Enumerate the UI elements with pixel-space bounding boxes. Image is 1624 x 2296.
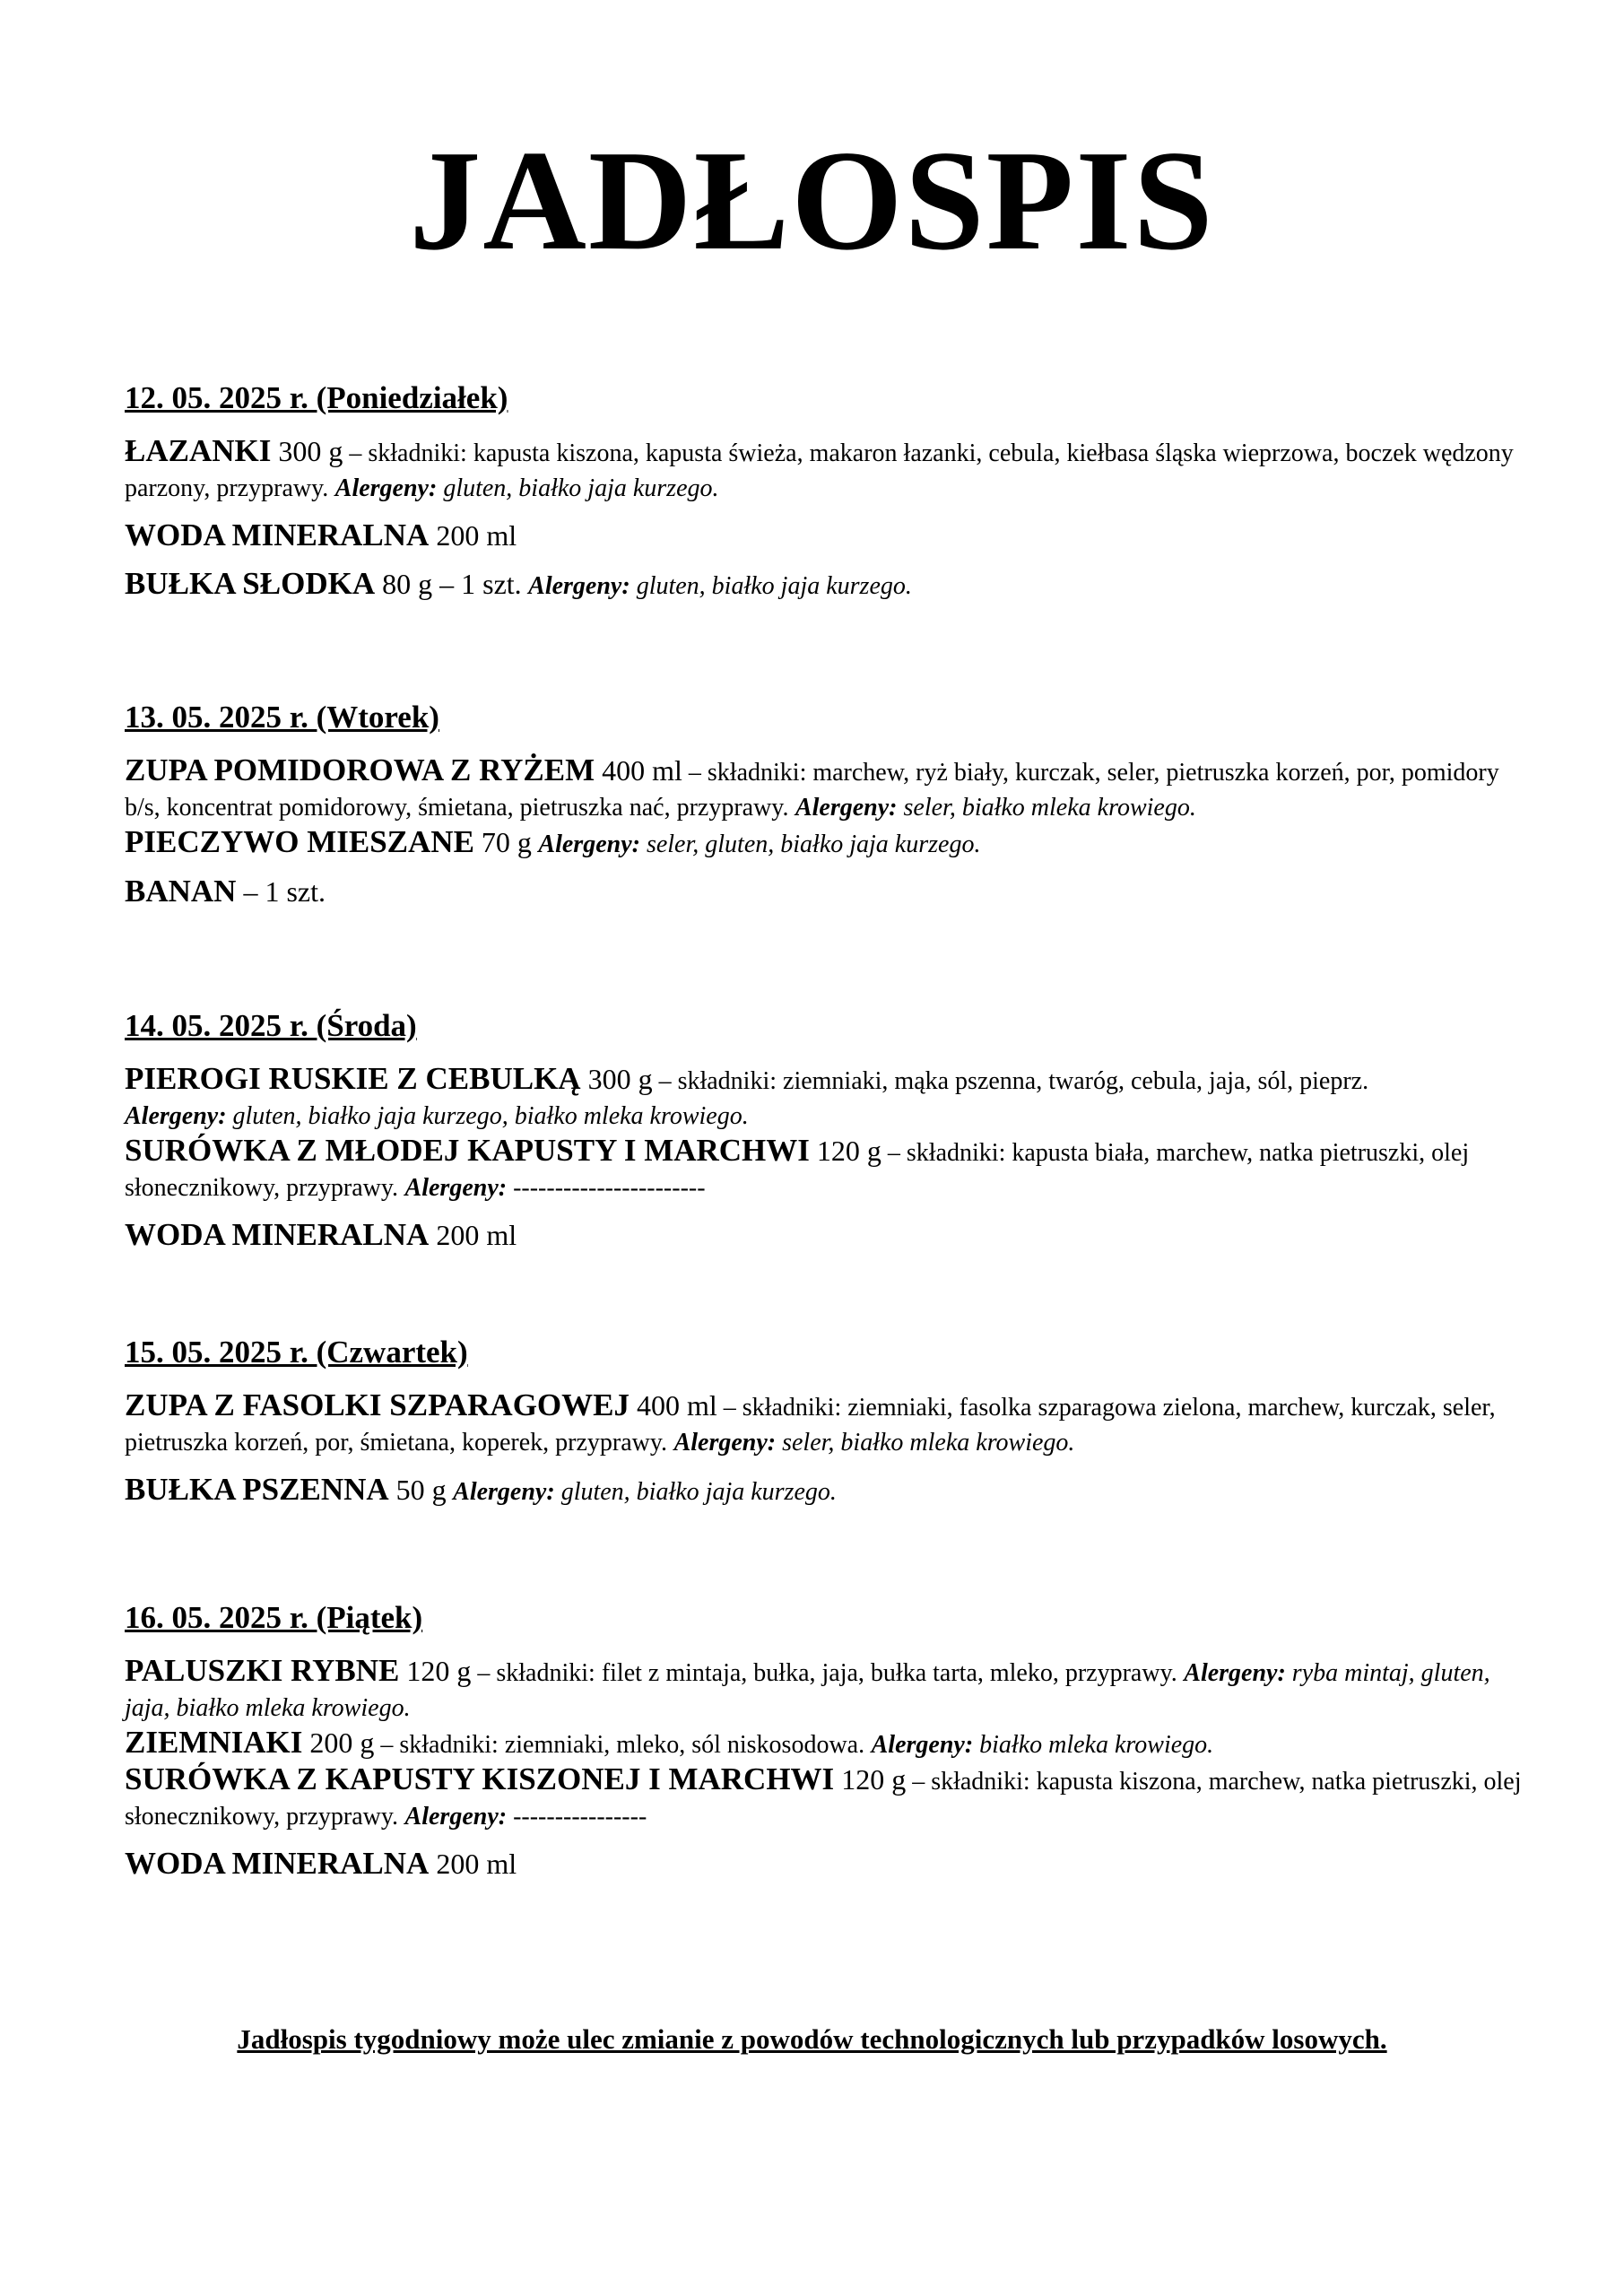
- allergen-label: Alergeny:: [334, 474, 438, 502]
- allergen-list: gluten, białko jaja kurzego, białko mleka krowiego.: [226, 1102, 749, 1130]
- menu-item: [125, 1388, 1524, 1460]
- dish-quantity: 200 ml: [429, 1219, 517, 1251]
- dish-quantity: 200 ml: [429, 519, 517, 552]
- menu-item: [125, 1762, 1524, 1834]
- dish-quantity: 300 g: [271, 435, 343, 467]
- day-heading: 15. 05. 2025 r. (Czwartek): [125, 1335, 468, 1370]
- menu-item: [125, 753, 1524, 825]
- allergen-list: seler, gluten, białko jaja kurzego.: [639, 831, 981, 858]
- dish-quantity: 200 ml: [429, 1848, 517, 1880]
- dish-name: ZUPA Z FASOLKI SZPARAGOWEJ: [125, 1387, 630, 1422]
- dish-quantity: 120 g: [809, 1135, 881, 1167]
- allergen-list: białko mleka krowiego.: [973, 1731, 1214, 1759]
- allergen-label: Alergeny:: [404, 1174, 508, 1202]
- day-section: [125, 380, 1524, 604]
- dish-name: PIECZYWO MIESZANE: [125, 824, 474, 859]
- dish-ingredients: – składniki: kapusta kiszona, kapusta świeża, makaron łazanki, cebula, kiełbasa śląska wieprzowa, boczek wędzony parzony, przyprawy.: [125, 439, 1514, 502]
- allergen-label: Alergeny:: [1184, 1659, 1286, 1687]
- allergen-list: seler, białko mleka krowiego.: [776, 1429, 1075, 1457]
- allergen-list: gluten, białko jaja kurzego.: [554, 1478, 837, 1506]
- allergen-list: -----------------------: [507, 1174, 706, 1202]
- allergen-list: ryba mintaj, gluten, jaja, białko mleka krowiego.: [125, 1659, 1490, 1722]
- allergen-label: Alergeny:: [673, 1429, 777, 1457]
- dish-name: SURÓWKA Z MŁODEJ KAPUSTY I MARCHWI: [125, 1133, 810, 1168]
- allergen-label: Alergeny:: [795, 794, 898, 822]
- dish-name: ZIEMNIAKI: [125, 1725, 303, 1760]
- menu-item: [125, 1062, 1524, 1134]
- dish-name: ZUPA POMIDOROWA Z RYŻEM: [125, 752, 595, 787]
- dish-name: WODA MINERALNA: [125, 1846, 430, 1881]
- dish-quantity: 120 g: [399, 1655, 472, 1687]
- dish-quantity: 70 g: [473, 826, 532, 858]
- menu-item: [125, 1218, 1524, 1254]
- dish-ingredients: – składniki: filet z mintaja, bułka, jaja, bułka tarta, mleko, przyprawy.: [471, 1659, 1177, 1687]
- day-section: [125, 700, 1524, 910]
- day-section: [125, 1008, 1524, 1254]
- dish-ingredients: – składniki: ziemniaki, mleko, sól niskosodowa.: [374, 1731, 865, 1759]
- allergen-list: ----------------: [507, 1803, 647, 1831]
- dish-name: SURÓWKA Z KAPUSTY KISZONEJ I MARCHWI: [125, 1761, 835, 1796]
- allergen-list: seler, białko mleka krowiego.: [897, 794, 1196, 822]
- dish-quantity: 300 g: [580, 1063, 653, 1095]
- dish-name: BANAN: [125, 874, 237, 909]
- menu-item: [125, 567, 1524, 604]
- dish-quantity: 50 g: [388, 1474, 447, 1506]
- dish-ingredients: – składniki: kapusta biała, marchew, natka pietruszki, olej słonecznikowy, przyprawy.: [125, 1139, 1470, 1202]
- dish-name: WODA MINERALNA: [125, 517, 430, 552]
- day-heading: 16. 05. 2025 r. (Piątek): [125, 1600, 423, 1635]
- dish-name: BUŁKA PSZENNA: [125, 1472, 389, 1507]
- dish-name: PIEROGI RUSKIE Z CEBULKĄ: [125, 1061, 581, 1096]
- dish-quantity: 400 ml: [595, 754, 682, 787]
- day-heading: 14. 05. 2025 r. (Środa): [125, 1008, 417, 1043]
- menu-item: [125, 434, 1524, 506]
- dish-name: ŁAZANKI: [125, 433, 272, 468]
- dish-ingredients: – składniki: ziemniaki, fasolka szparagowa zielona, marchew, kurczak, seler, pietruszka korzeń, por, śmietana, koperek, przyprawy.: [125, 1394, 1496, 1457]
- dish-quantity: 80 g – 1 szt.: [375, 568, 522, 600]
- dish-quantity: 400 ml: [630, 1389, 717, 1422]
- menu-item: [125, 1134, 1524, 1205]
- menu-item: [125, 874, 1524, 910]
- allergen-label: Alergeny:: [538, 831, 640, 858]
- allergen-label: Alergeny:: [871, 1731, 974, 1759]
- menu-item: [125, 1654, 1524, 1726]
- dish-ingredients: – składniki: ziemniaki, mąka pszenna, twaróg, cebula, jaja, sól, pieprz.: [652, 1067, 1369, 1095]
- dish-quantity: 200 g: [302, 1726, 375, 1759]
- page-title: JADŁOSPIS: [409, 120, 1215, 280]
- menu-item: [125, 1473, 1524, 1509]
- allergen-list: gluten, białko jaja kurzego.: [437, 474, 719, 502]
- menu-item: [125, 1726, 1524, 1762]
- dish-quantity: 120 g: [834, 1763, 907, 1796]
- dish-quantity: – 1 szt.: [236, 875, 326, 908]
- dish-ingredients: – składniki: kapusta kiszona, marchew, natka pietruszki, olej słonecznikowy, przyprawy.: [125, 1768, 1522, 1831]
- menu-item: [125, 1847, 1524, 1883]
- allergen-label: Alergeny:: [453, 1478, 555, 1506]
- allergen-label: Alergeny:: [404, 1803, 508, 1831]
- day-section: [125, 1600, 1524, 1883]
- allergen-label: Alergeny:: [125, 1102, 227, 1130]
- dish-name: WODA MINERALNA: [125, 1217, 430, 1252]
- day-heading: 12. 05. 2025 r. (Poniedziałek): [125, 380, 508, 415]
- day-section: [125, 1335, 1524, 1509]
- dish-ingredients: – składniki: marchew, ryż biały, kurczak, seler, pietruszka korzeń, por, pomidory b/s, koncentrat pomidorowy, śmietana, pietruszka nać, przyprawy.: [125, 759, 1499, 822]
- day-heading: 13. 05. 2025 r. (Wtorek): [125, 700, 439, 735]
- menu-disclaimer: Jadłospis tygodniowy może ulec zmianie z powodów technologicznych lub przypadków losowych.: [237, 2023, 1387, 2055]
- menu-item: [125, 518, 1524, 554]
- allergen-list: gluten, białko jaja kurzego.: [630, 572, 912, 600]
- menu-item: [125, 825, 1524, 862]
- dish-name: BUŁKA SŁODKA: [125, 566, 376, 601]
- dish-name: PALUSZKI RYBNE: [125, 1653, 400, 1688]
- allergen-label: Alergeny:: [528, 572, 630, 600]
